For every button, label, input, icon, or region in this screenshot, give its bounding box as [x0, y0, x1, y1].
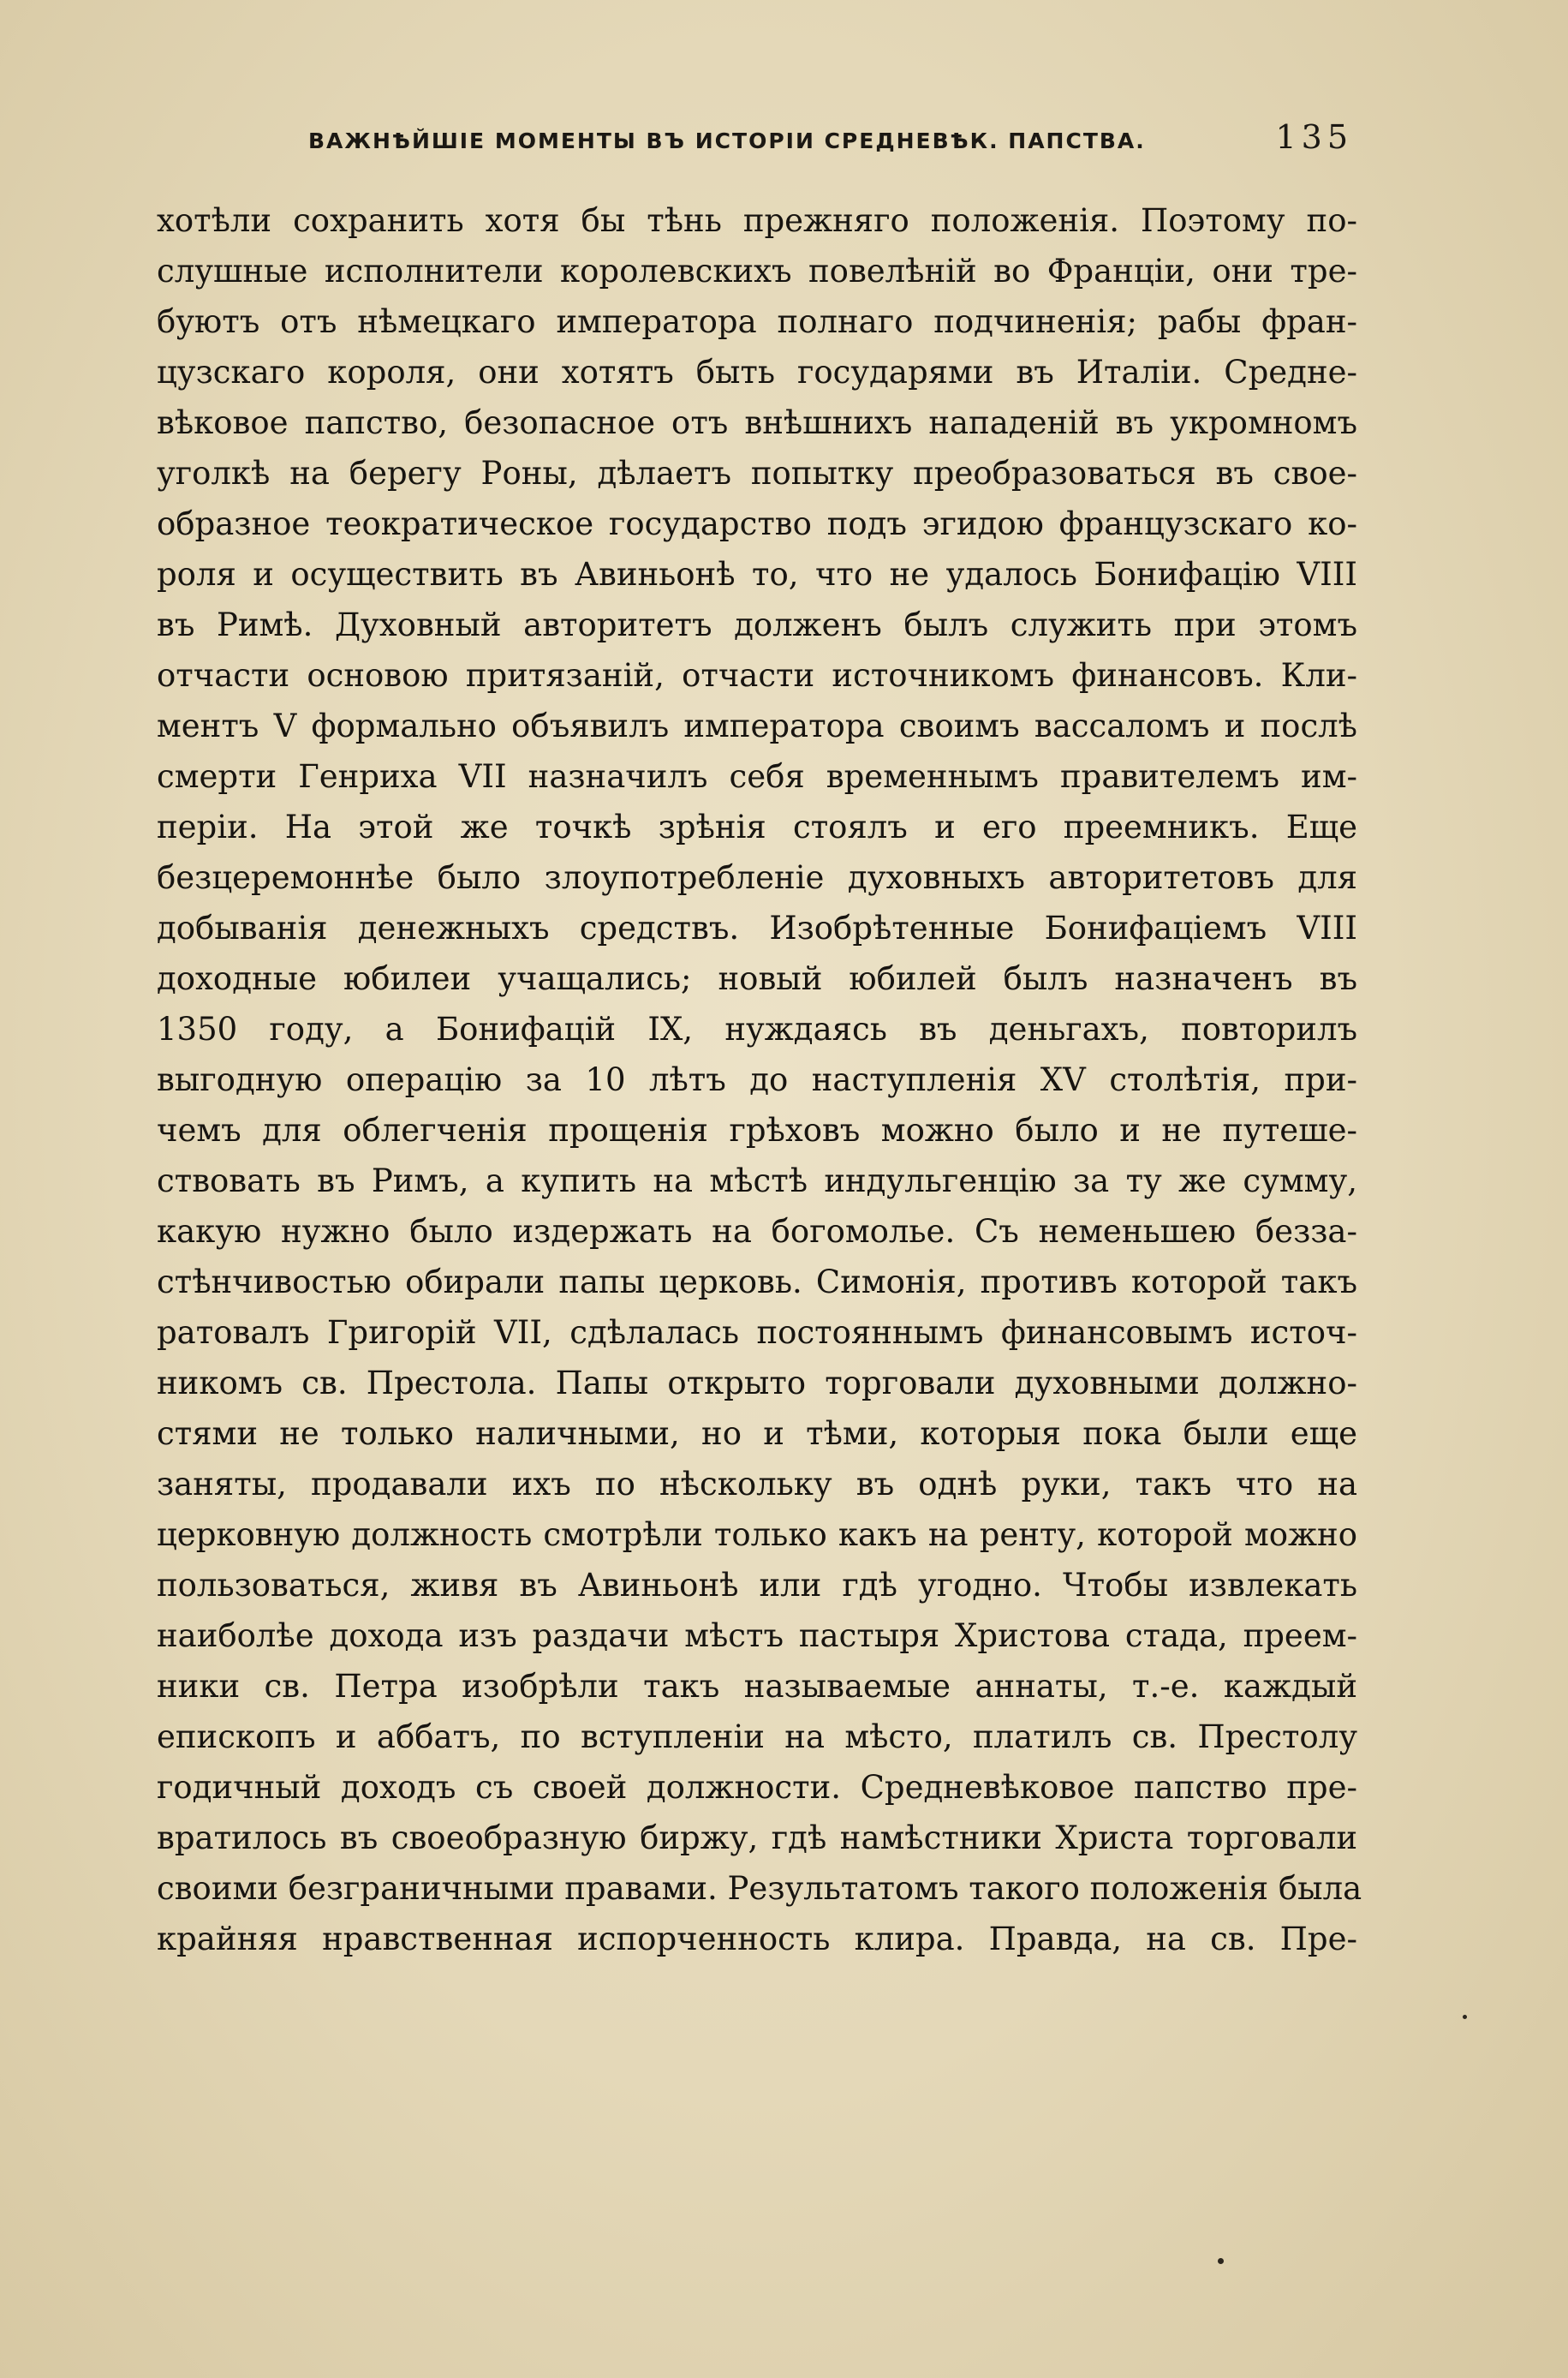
text-line: 1350 году, а Бонифацій IX, нуждаясь въ деньгахъ, повторилъ: [157, 1011, 1357, 1048]
ink-speck: [1463, 2015, 1467, 2019]
text-line: слушные исполнители королевскихъ повелѣній во Франціи, они тре-: [157, 253, 1357, 290]
text-line: какую нужно было издержать на богомолье. Съ неменьшею безза-: [157, 1213, 1357, 1250]
text-line: ратовалъ Григорій VII, сдѣлалась постояннымъ финансовымъ источ-: [157, 1314, 1357, 1351]
text-line: смерти Генриха VII назначилъ себя временнымъ правителемъ им-: [157, 758, 1357, 795]
text-line: ментъ V формально объявилъ императора своимъ вассаломъ и послѣ: [157, 708, 1357, 744]
text-line: ствовать въ Римъ, а купить на мѣстѣ индульгенцію за ту же сумму,: [157, 1162, 1357, 1199]
text-line: епископъ и аббатъ, по вступленіи на мѣсто, платилъ св. Престолу: [157, 1718, 1357, 1755]
text-line: вратилось въ своеобразную биржу, гдѣ намѣстники Христа торговали: [157, 1819, 1357, 1856]
text-line: буютъ отъ нѣмецкаго императора полнаго подчиненія; рабы фран-: [157, 303, 1357, 340]
ink-speck: [1218, 2258, 1224, 2264]
text-line: стями не только наличными, но и тѣми, которыя пока были еще: [157, 1415, 1357, 1452]
text-line: церковную должность смотрѣли только какъ на ренту, которой можно: [157, 1516, 1357, 1553]
page-header: [308, 118, 1353, 170]
body-text: [157, 195, 1362, 1964]
text-line: пользоваться, живя въ Авиньонѣ или гдѣ угодно. Чтобы извлекать: [157, 1567, 1357, 1604]
text-line: уголкѣ на берегу Роны, дѣлаетъ попытку преобразоваться въ свое-: [157, 455, 1357, 492]
page-number: 135: [1275, 118, 1353, 156]
text-line: чемъ для облегченія прощенія грѣховъ можно было и не путеше-: [157, 1112, 1357, 1149]
text-line: стѣнчивостью обирали папы церковь. Симонія, противъ которой такъ: [157, 1264, 1357, 1300]
text-line: выгодную операцію за 10 лѣтъ до наступленія XV столѣтія, при-: [157, 1061, 1357, 1098]
text-line: добыванія денежныхъ средствъ. Изобрѣтенные Бонифаціемъ VIII: [157, 910, 1357, 947]
text-line: отчасти основою притязаній, отчасти источникомъ финансовъ. Кли-: [157, 657, 1357, 694]
text-line: своими безграничными правами. Результатомъ такого положенія была: [157, 1870, 1362, 1907]
running-head: ВАЖНѢЙШІЕ МОМЕНТЫ ВЪ ИСТОРІИ СРЕДНЕВѢК. ПАПСТВА.: [308, 128, 1146, 153]
text-line: вѣковое папство, безопасное отъ внѣшнихъ нападеній въ укромномъ: [157, 404, 1357, 441]
text-line: безцеремоннѣе было злоупотребленіе духовныхъ авторитетовъ для: [157, 859, 1357, 896]
text-line: образное теократическое государство подъ эгидою французскаго ко-: [157, 505, 1357, 542]
text-line: въ Римѣ. Духовный авторитетъ долженъ былъ служить при этомъ: [157, 606, 1357, 643]
text-line: хотѣли сохранить хотя бы тѣнь прежняго положенія. Поэтому по-: [157, 202, 1357, 239]
text-line: годичный доходъ съ своей должности. Средневѣковое папство пре-: [157, 1769, 1357, 1806]
text-line: доходные юбилеи учащались; новый юбилей былъ назначенъ въ: [157, 960, 1357, 997]
text-line: ники св. Петра изобрѣли такъ называемые аннаты, т.-е. каждый: [157, 1668, 1357, 1705]
text-line: періи. На этой же точкѣ зрѣнія стоялъ и его преемникъ. Еще: [157, 809, 1357, 845]
text-line: роля и осуществить въ Авиньонѣ то, что не удалось Бонифацію VIII: [157, 556, 1357, 593]
text-line: никомъ св. Престола. Папы открыто торговали духовными должно-: [157, 1365, 1357, 1401]
text-line: крайняя нравственная испорченность клира. Правда, на св. Пре-: [157, 1921, 1357, 1957]
text-line: наиболѣе дохода изъ раздачи мѣстъ пастыря Христова стада, преем-: [157, 1617, 1357, 1654]
text-line: цузскаго короля, они хотятъ быть государями въ Италіи. Средне-: [157, 354, 1357, 391]
text-line: заняты, продавали ихъ по нѣскольку въ однѣ руки, такъ что на: [157, 1466, 1357, 1503]
